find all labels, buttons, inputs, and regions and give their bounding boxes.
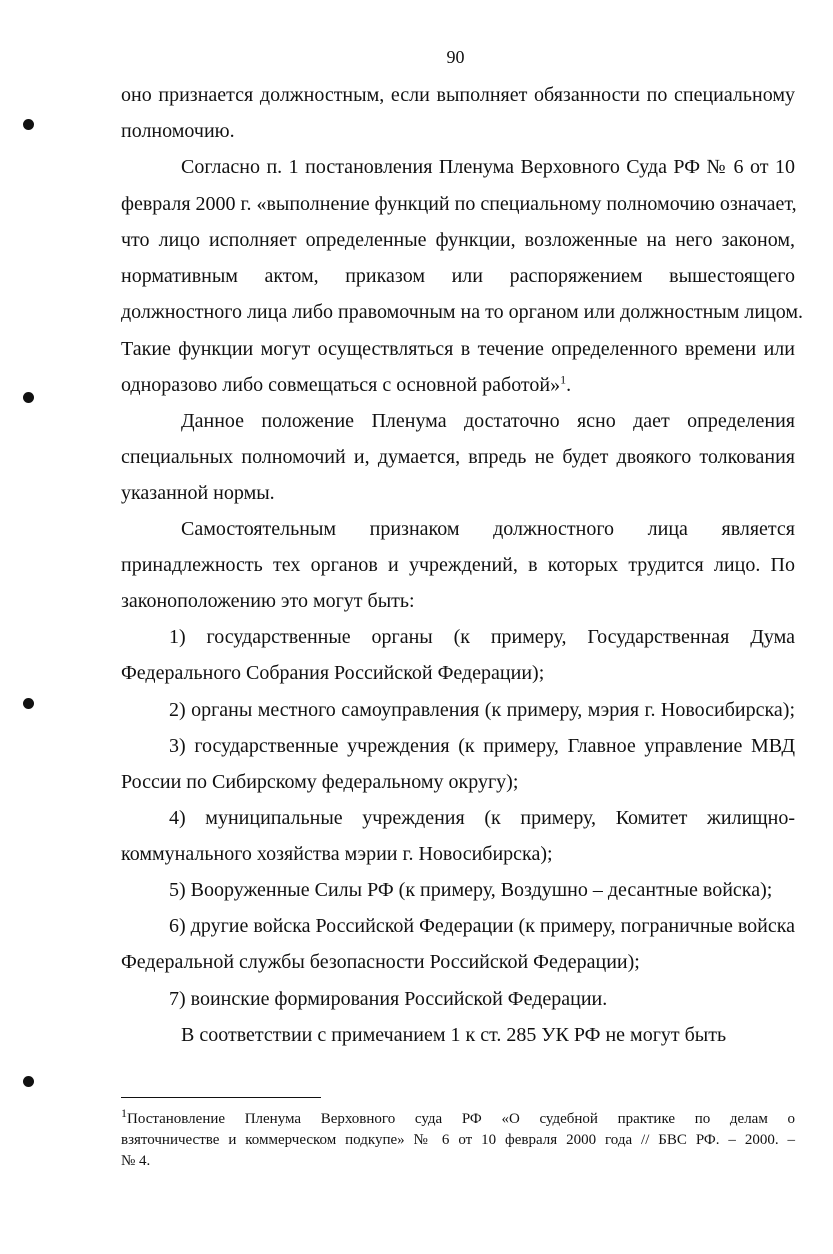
page-number: 90 bbox=[446, 47, 465, 67]
text-line: коммунального хозяйства мэрии г. Новосибирска); bbox=[121, 843, 553, 865]
text-line: 7) воинские формирования Российской Федерации. bbox=[169, 988, 608, 1010]
text-line: полномочию. bbox=[121, 120, 235, 142]
binder-hole-3 bbox=[23, 698, 34, 709]
text-line: указанной нормы. bbox=[121, 482, 275, 504]
text-line: Согласно п. 1 постановления Пленума Верховного Суда РФ № 6 от 10 bbox=[181, 156, 795, 178]
footnote-separator bbox=[121, 1097, 321, 1098]
text-line: 6) другие войска Российской Федерации (к примеру, пограничные войска bbox=[169, 915, 796, 937]
text-line: оно признается должностным, если выполняет обязанности по специальному bbox=[121, 84, 795, 106]
binder-hole-1 bbox=[23, 119, 34, 130]
text-line: специальных полномочий и, думается, впредь не будет двоякого толкования bbox=[121, 446, 795, 468]
text-line: Федерального Собрания Российской Федерации); bbox=[121, 662, 545, 684]
text-line: Данное положение Пленума достаточно ясно дает определения bbox=[181, 410, 795, 432]
text-line: одноразово либо совмещаться с основной работой» bbox=[121, 374, 561, 396]
text-line: Федеральной службы безопасности Российской Федерации); bbox=[121, 951, 640, 973]
text-line: 5) Вооруженные Силы РФ (к примеру, Воздушно – десантные войска); bbox=[169, 879, 773, 901]
text-line: 2) органы местного самоуправления (к примеру, мэрия г. Новосибирска); bbox=[169, 699, 795, 721]
binder-hole-4 bbox=[23, 1076, 34, 1087]
text-line: февраля 2000 г. «выполнение функций по специальному полномочию означает, bbox=[121, 193, 797, 215]
footnote-line: № 4. bbox=[121, 1153, 151, 1169]
footnote-line-with-marker bbox=[121, 1106, 795, 1129]
footnote-marker: 1 bbox=[121, 1106, 127, 1120]
text-line: России по Сибирскому федеральному округу); bbox=[121, 771, 519, 793]
text-line: нормативным актом, приказом или распоряжением вышестоящего bbox=[121, 265, 795, 287]
sentence-period: . bbox=[566, 374, 572, 396]
text-line: законоположению это могут быть: bbox=[121, 590, 415, 612]
text-line: что лицо исполняет определенные функции, возложенные на него законом, bbox=[121, 229, 795, 251]
footnote-line: Постановление Пленума Верховного суда РФ «О судебной практике по делам о bbox=[127, 1111, 795, 1127]
text-line: 4) муниципальные учреждения (к примеру, Комитет жилищно- bbox=[169, 807, 795, 829]
footnote-reference: 1 bbox=[560, 372, 567, 387]
footnote-line: взяточничестве и коммерческом подкупе» № 6 от 10 февраля 2000 года // БВС РФ. – 2000. – bbox=[121, 1132, 795, 1148]
text-line-with-footnote-ref bbox=[121, 373, 571, 397]
text-line: 3) государственные учреждения (к примеру, Главное управление МВД bbox=[169, 735, 795, 757]
text-line: 1) государственные органы (к примеру, Государственная Дума bbox=[169, 626, 795, 648]
text-line: В соответствии с примечанием 1 к ст. 285 УК РФ не могут быть bbox=[181, 1024, 727, 1046]
text-line: Такие функции могут осуществляться в течение определенного времени или bbox=[121, 338, 795, 360]
text-line: должностного лица либо правомочным на то органом или должностным лицом. bbox=[121, 301, 804, 323]
text-line: принадлежность тех органов и учреждений, в которых трудится лицо. По bbox=[121, 554, 795, 576]
text-line: Самостоятельным признаком должностного лица является bbox=[181, 518, 795, 540]
binder-hole-2 bbox=[23, 392, 34, 403]
